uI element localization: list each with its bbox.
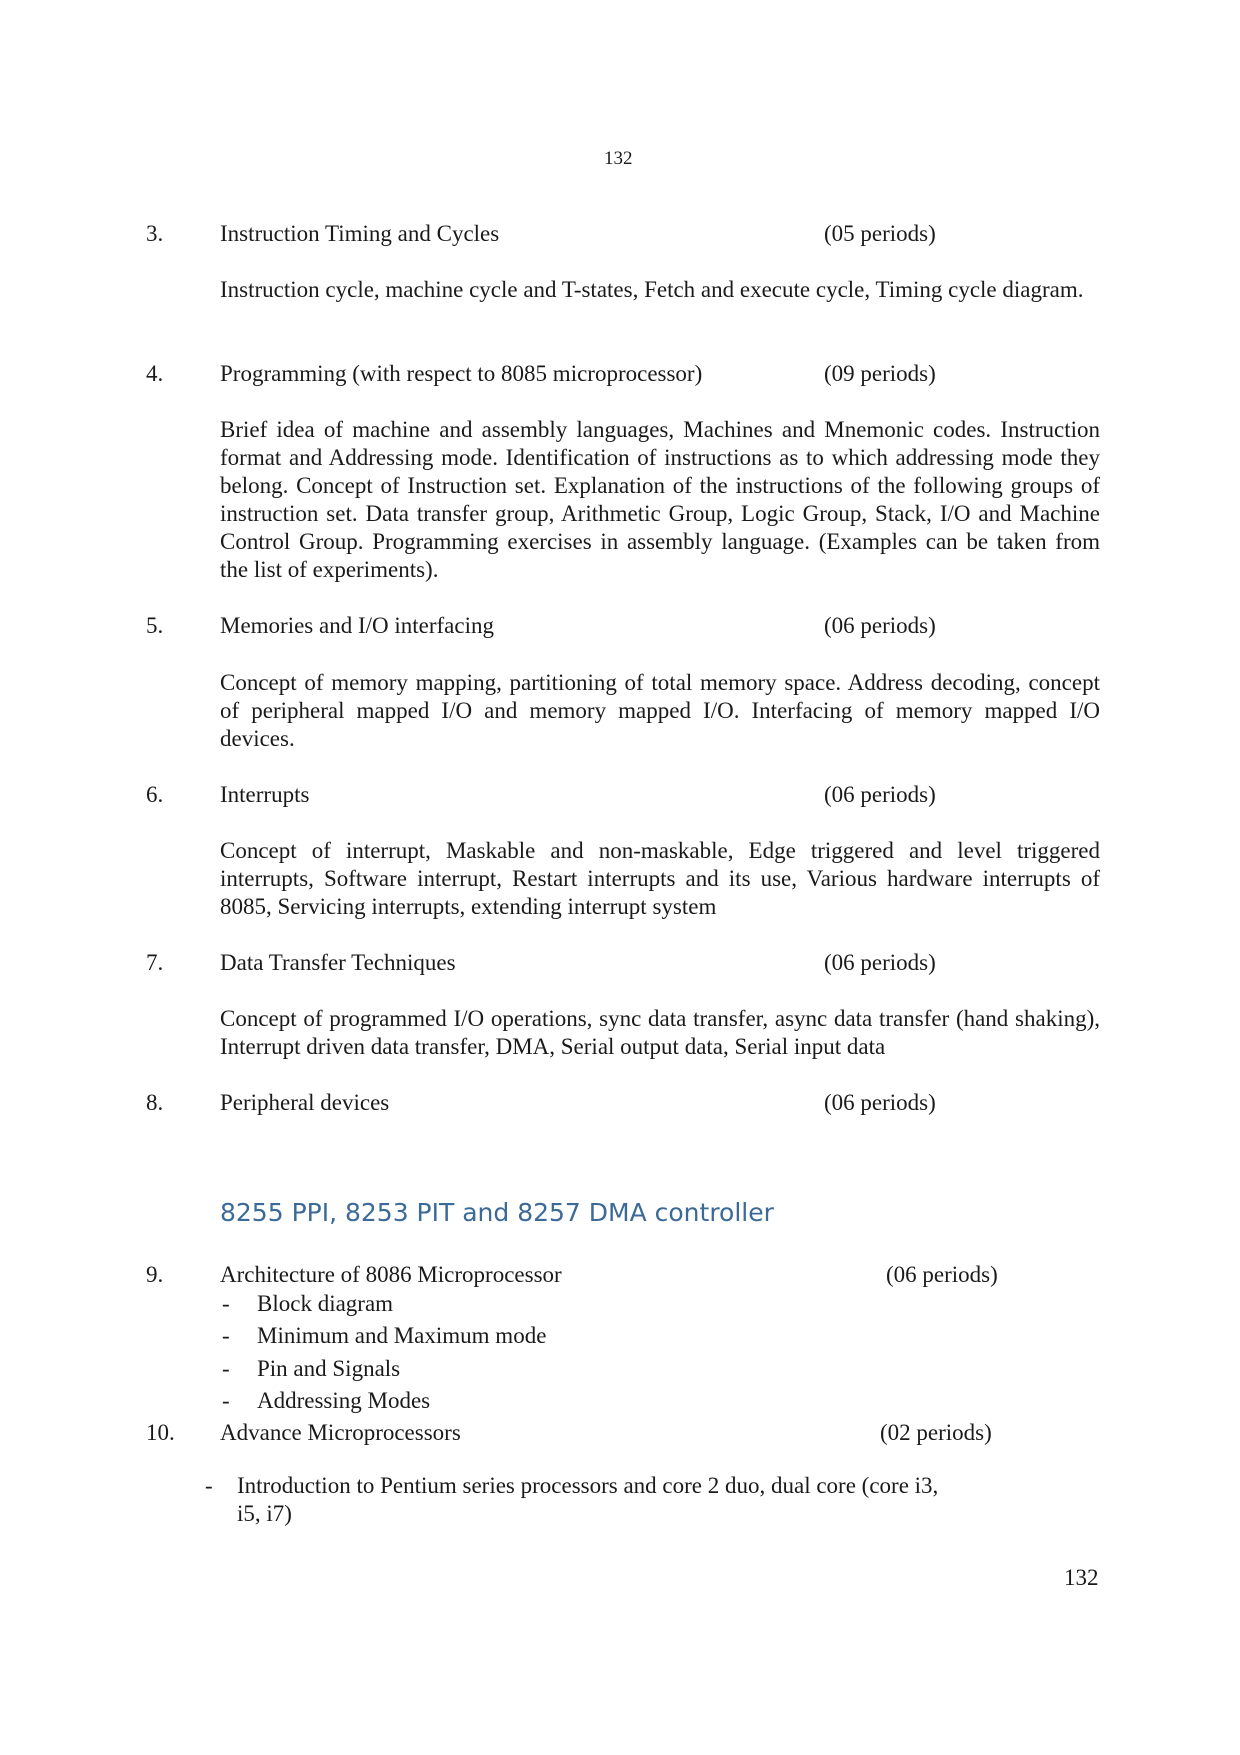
- section-6-title: Interrupts: [220, 782, 310, 807]
- section-10-periods: (02 periods): [880, 1420, 992, 1445]
- section-5-title: Memories and I/O interfacing: [220, 613, 494, 638]
- section-8-title: Peripheral devices: [220, 1090, 390, 1115]
- list-item-dash: -: [222, 1291, 230, 1316]
- list-item-dash: -: [222, 1356, 230, 1381]
- section-5-body: Concept of memory mapping, partitioning of total memory space. Address decoding, concept of peripheral mapped I/O and memory mapped I/O. Interfacing of memory mapped I/O devices.: [220, 670, 1100, 751]
- section-5-number: 5.: [146, 613, 164, 638]
- list-item: Introduction to Pentium series processors and core 2 duo, dual core (core i3,: [237, 1473, 939, 1498]
- section-3-periods: (05 periods): [824, 221, 936, 246]
- list-item: Pin and Signals: [257, 1356, 401, 1381]
- list-item: Minimum and Maximum mode: [257, 1323, 547, 1348]
- section-7-periods: (06 periods): [824, 950, 936, 975]
- section-7-title: Data Transfer Techniques: [220, 950, 456, 975]
- list-item-continuation: i5, i7): [237, 1501, 292, 1526]
- section-10-title: Advance Microprocessors: [220, 1420, 461, 1445]
- section-4-body: Brief idea of machine and assembly languages, Machines and Mnemonic codes. Instruction format and Addressing mode. Identification of instructions as to which addressing mode they belong. Concept of Instruction set. Explanation of the instructions of the following groups of instruction set. Data transfer group, Arithmetic Group, Logic Group, Stack, I/O and Machine Control Group. Programming exercises in assembly language. (Examples can be taken from the list of experiments).: [220, 417, 1100, 582]
- section-9-number: 9.: [146, 1262, 164, 1287]
- section-7-number: 7.: [146, 950, 164, 975]
- section-4-periods: (09 periods): [824, 361, 936, 386]
- section-6-periods: (06 periods): [824, 782, 936, 807]
- section-3-number: 3.: [146, 221, 164, 246]
- list-item-dash: -: [222, 1323, 230, 1348]
- section-6-body: Concept of interrupt, Maskable and non-maskable, Edge triggered and level triggered interrupts, Software interrupt, Restart interrupts and its use, Various hardware interrupts of 8085, Servicing interrupts, extending interrupt system: [220, 838, 1100, 919]
- section-6-number: 6.: [146, 782, 164, 807]
- list-item-dash: -: [205, 1473, 213, 1498]
- section-7-body: Concept of programmed I/O operations, sync data transfer, async data transfer (hand shaking), Interrupt driven data transfer, DMA, Serial output data, Serial input data: [220, 1006, 1100, 1059]
- header-page-number: 132: [604, 148, 633, 169]
- section-9-title: Architecture of 8086 Microprocessor: [220, 1262, 562, 1287]
- section-8-number: 8.: [146, 1090, 164, 1115]
- footer-page-number: 132: [1064, 1565, 1099, 1590]
- section-10-number: 10.: [146, 1420, 175, 1445]
- list-item: Addressing Modes: [257, 1388, 431, 1413]
- section-3-title: Instruction Timing and Cycles: [220, 221, 500, 246]
- section-9-periods: (06 periods): [886, 1262, 998, 1287]
- section-3-body: Instruction cycle, machine cycle and T-states, Fetch and execute cycle, Timing cycle diagram.: [220, 277, 1084, 302]
- list-item: Block diagram: [257, 1291, 394, 1316]
- section-8-periods: (06 periods): [824, 1090, 936, 1115]
- list-item-dash: -: [222, 1388, 230, 1413]
- section-5-periods: (06 periods): [824, 613, 936, 638]
- section-4-title: Programming (with respect to 8085 microprocessor): [220, 361, 703, 386]
- section-4-number: 4.: [146, 361, 164, 386]
- topic-heading: 8255 PPI, 8253 PIT and 8257 DMA controller: [220, 1198, 774, 1227]
